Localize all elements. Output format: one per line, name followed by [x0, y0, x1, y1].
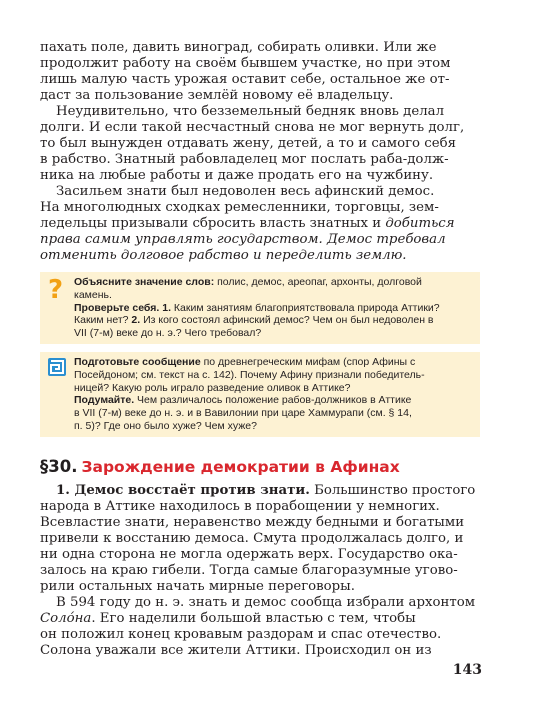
- text-line: Засильем знати был недоволен весь афинский демос.: [56, 184, 435, 199]
- section-heading: [40, 457, 480, 476]
- text-segment: Каким занятиям благоприятствовала природа Аттики?: [170, 301, 440, 314]
- text-line: долги. И если такой несчастный снова не мог вернуть долг,: [40, 120, 465, 135]
- box-line: камень.: [74, 288, 112, 301]
- text-line: залось на краю гибели. Тогда самые благоразумные угово-: [40, 563, 458, 578]
- bold-label: Объясните значение слов:: [74, 276, 215, 288]
- text-line: рили остальных начать мирные переговоры.: [40, 579, 355, 594]
- text-line: Всевластие знати, неравенство между бедными и богатыми: [40, 515, 465, 530]
- text-segment: по древнегреческим мифам (спор Афины с: [200, 356, 416, 368]
- italic-text: добиться: [385, 216, 455, 231]
- text-segment: Из кого состоял афинский демос? Чем он был недоволен в: [140, 314, 434, 327]
- box-line: [74, 394, 474, 407]
- text-line: Неудивительно, что безземельный бедняк вновь делал: [56, 104, 445, 119]
- bold-label: Подготовьте сообщение: [74, 356, 201, 368]
- subheading: 1. Демос восстаёт против знати.: [56, 483, 310, 498]
- text-block-top: [40, 40, 480, 264]
- questions-box: [40, 272, 480, 344]
- box-line: Посейдоном; см. текст на с. 142). Почему Афину признали победитель-: [74, 368, 425, 381]
- box-line: [74, 302, 474, 315]
- box-line: [74, 276, 474, 289]
- box-line: п. 5)? Где оно было хуже? Чем хуже?: [74, 419, 257, 432]
- text-line: [40, 483, 480, 499]
- text-segment: Чем различалось положение рабов-должников в Аттике: [134, 394, 412, 407]
- box-line: [74, 356, 474, 369]
- text-line: он положил конец кровавым раздорам и спас отечество.: [40, 627, 442, 642]
- text-line: в рабство. Знатный рабовладелец мог послать раба-долж-: [40, 152, 449, 167]
- box-line: в VII (7-м) веке до н. э. и в Вавилонии при царе Хаммурапи (см. § 14,: [74, 407, 412, 420]
- question-icon: ?: [48, 275, 64, 305]
- text-line: [40, 216, 480, 232]
- box-line: [74, 314, 474, 327]
- bold-label: Проверьте себя. 1.: [74, 301, 171, 314]
- italic-text: отменить долговое рабство и переделить землю.: [40, 248, 407, 263]
- text-segment: ледельцы призывали сбросить власть знатных и: [40, 216, 386, 231]
- text-line: даст за пользование землёй новому её владельцу.: [40, 88, 394, 103]
- text-line: продолжит работу на своём бывшем участке, но при этом: [40, 56, 451, 71]
- box-line: ницей? Какую роль играло разведение оливок в Аттике?: [74, 381, 351, 394]
- text-segment: полис, демос, ареопаг, архонты, долговой: [214, 276, 422, 288]
- bold-label: 2.: [131, 314, 141, 327]
- page-number: 143: [452, 662, 482, 678]
- text-line: то был вынужден отдавать жену, детей, а то и самого себя: [40, 136, 456, 151]
- text-line: ни одна сторона не могла одержать верх. Государство ока-: [40, 547, 458, 562]
- italic-text: права самим управлять государством. Демос требовал: [40, 232, 446, 247]
- assignment-box: [40, 352, 480, 437]
- text-line: привели к восстанию демоса. Смута продолжалась долго, и: [40, 531, 464, 546]
- text-line: пахать поле, давить виноград, собирать оливки. Или же: [40, 40, 437, 55]
- text-segment: Каким нет?: [74, 314, 132, 327]
- text-line: В 594 году до н. э. знать и демос сообща избрали архонтом: [56, 595, 476, 610]
- text-block-body: [40, 483, 480, 659]
- italic-text: Соло́на: [40, 611, 92, 626]
- text-line: лишь малую часть урожая оставит себе, остальное же от-: [40, 72, 450, 87]
- text-line: [40, 611, 480, 627]
- text-line: ника на любые работы и даже продать его на чужбину.: [40, 168, 434, 183]
- maze-icon: [48, 358, 66, 376]
- section-number: §30.: [40, 457, 78, 476]
- box-line: VII (7-м) веке до н. э.? Чего требовал?: [74, 327, 262, 340]
- text-segment: . Его наделили большой властью с тем, чтобы: [91, 611, 416, 626]
- text-segment: Большинство простого: [309, 483, 476, 498]
- section-title: Зарождение демократии в Афинах: [81, 458, 400, 476]
- text-line: Солона уважали все жители Аттики. Происходил он из: [40, 643, 432, 658]
- text-line: На многолюдных сходках ремесленники, торговцы, зем-: [40, 200, 439, 215]
- bold-label: Подумайте.: [74, 394, 135, 407]
- text-line: народа в Аттике находилось в порабощении у немногих.: [40, 499, 440, 514]
